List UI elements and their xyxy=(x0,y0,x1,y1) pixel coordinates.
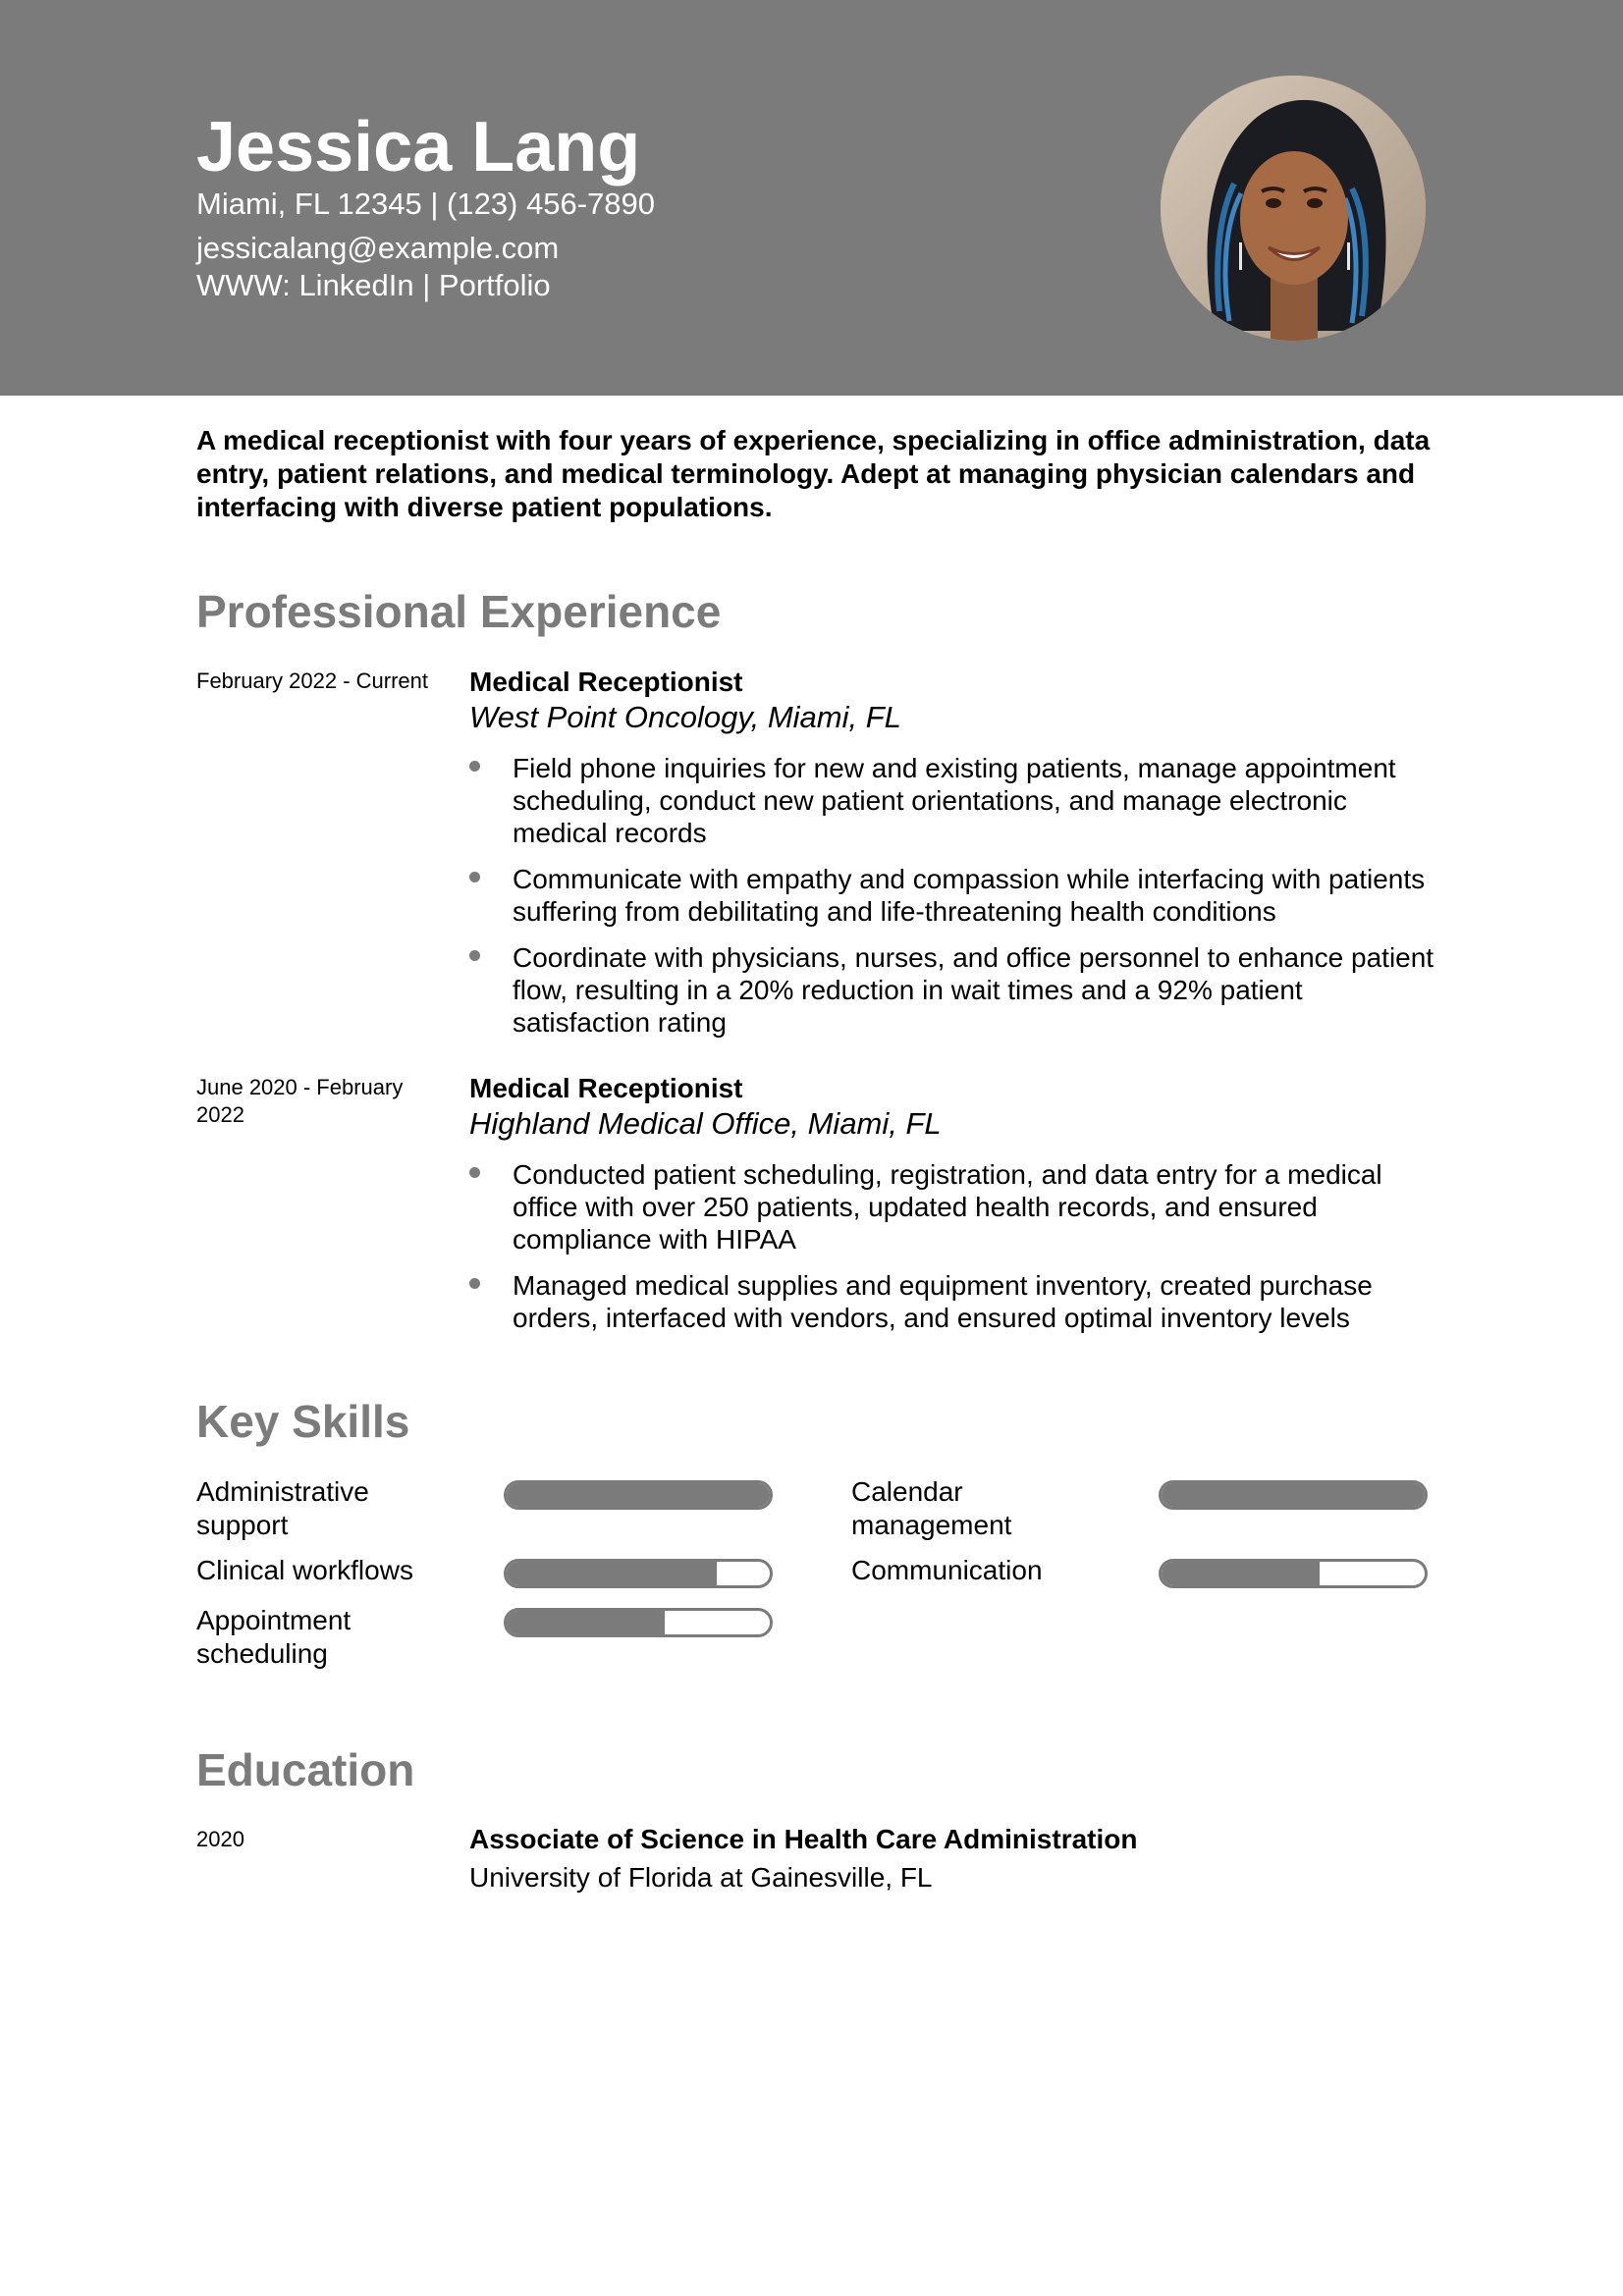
skill-bar-fill xyxy=(507,1611,665,1634)
skill-label: Appointment scheduling xyxy=(196,1605,352,1669)
experience-heading: Professional Experience xyxy=(196,586,722,637)
bullet-text: Managed medical supplies and equipment inventory, created purchase orders, interfaced with vendors, and ensured optimal inventory levels xyxy=(513,1270,1373,1333)
job-bullets xyxy=(469,752,1441,1052)
skill-bar-fill xyxy=(507,1562,717,1585)
skill-bar xyxy=(504,1608,773,1637)
bullet-icon xyxy=(469,1278,480,1289)
bullet-text: Communicate with empathy and compassion while interfacing with patients suffering from debilitating and life-threatening health conditions xyxy=(513,864,1426,927)
skill-label: Clinical workflows xyxy=(196,1555,413,1585)
bullet-text: Conducted patient scheduling, registration, and data entry for a medical office with over 250 patients, updated health records, and ensured compliance with HIPAA xyxy=(513,1159,1382,1255)
job-date: February 2022 - Current xyxy=(196,668,428,693)
bullet-icon xyxy=(469,950,480,961)
skill-label: Administrative support xyxy=(196,1476,369,1540)
job-bullets xyxy=(469,1158,1441,1348)
bullet-icon xyxy=(469,872,480,882)
bullet-text: Field phone inquiries for new and existing patients, manage appointment scheduling, conduct new patient orientations, and manage electronic medical records xyxy=(513,753,1396,848)
candidate-name: Jessica Lang xyxy=(196,108,641,187)
skill-bar-fill xyxy=(1162,1562,1320,1585)
skill-bar xyxy=(504,1480,773,1510)
education-date: 2020 xyxy=(196,1827,244,1851)
location-phone: Miami, FL 12345 | (123) 456-7890 xyxy=(196,187,655,221)
resume-header xyxy=(0,0,1623,396)
job-company: West Point Oncology, Miami, FL xyxy=(469,700,901,734)
bullet-icon xyxy=(469,1167,480,1178)
list-item xyxy=(469,1158,1441,1255)
education-heading: Education xyxy=(196,1744,415,1795)
skill-bar xyxy=(1159,1480,1428,1510)
bullet-icon xyxy=(469,761,480,772)
skill-label: Communication xyxy=(851,1555,1043,1585)
education-degree: Associate of Science in Health Care Administration xyxy=(469,1824,1138,1854)
job-title: Medical Receptionist xyxy=(469,667,743,697)
list-item xyxy=(469,752,1441,849)
list-item xyxy=(469,941,1441,1039)
professional-summary: A medical receptionist with four years of experience, specializing in office administration, data entry, patient relations, and medical terminology. Adept at managing physician calendars and interfacing with diverse patient populations. xyxy=(196,425,1431,522)
skill-bar-fill xyxy=(1162,1483,1425,1507)
skill-bar xyxy=(504,1559,773,1588)
job-company: Highland Medical Office, Miami, FL xyxy=(469,1106,942,1141)
job-date: June 2020 - February 2022 xyxy=(196,1075,404,1127)
skill-bar xyxy=(1159,1559,1428,1588)
profile-photo xyxy=(1161,76,1426,341)
education-school: University of Florida at Gainesville, FL xyxy=(469,1862,933,1893)
list-item xyxy=(469,863,1441,928)
email-text: jessicalang@example.com xyxy=(196,231,560,265)
skill-bar-fill xyxy=(507,1483,770,1507)
job-title: Medical Receptionist xyxy=(469,1073,743,1103)
skill-label: Calendar management xyxy=(851,1476,1012,1540)
list-item xyxy=(469,1269,1441,1334)
web-links: WWW: LinkedIn | Portfolio xyxy=(196,268,551,302)
skills-heading: Key Skills xyxy=(196,1396,410,1447)
bullet-text: Coordinate with physicians, nurses, and office personnel to enhance patient flow, resulting in a 20% reduction in wait times and a 92% patient satisfaction rating xyxy=(513,942,1434,1038)
